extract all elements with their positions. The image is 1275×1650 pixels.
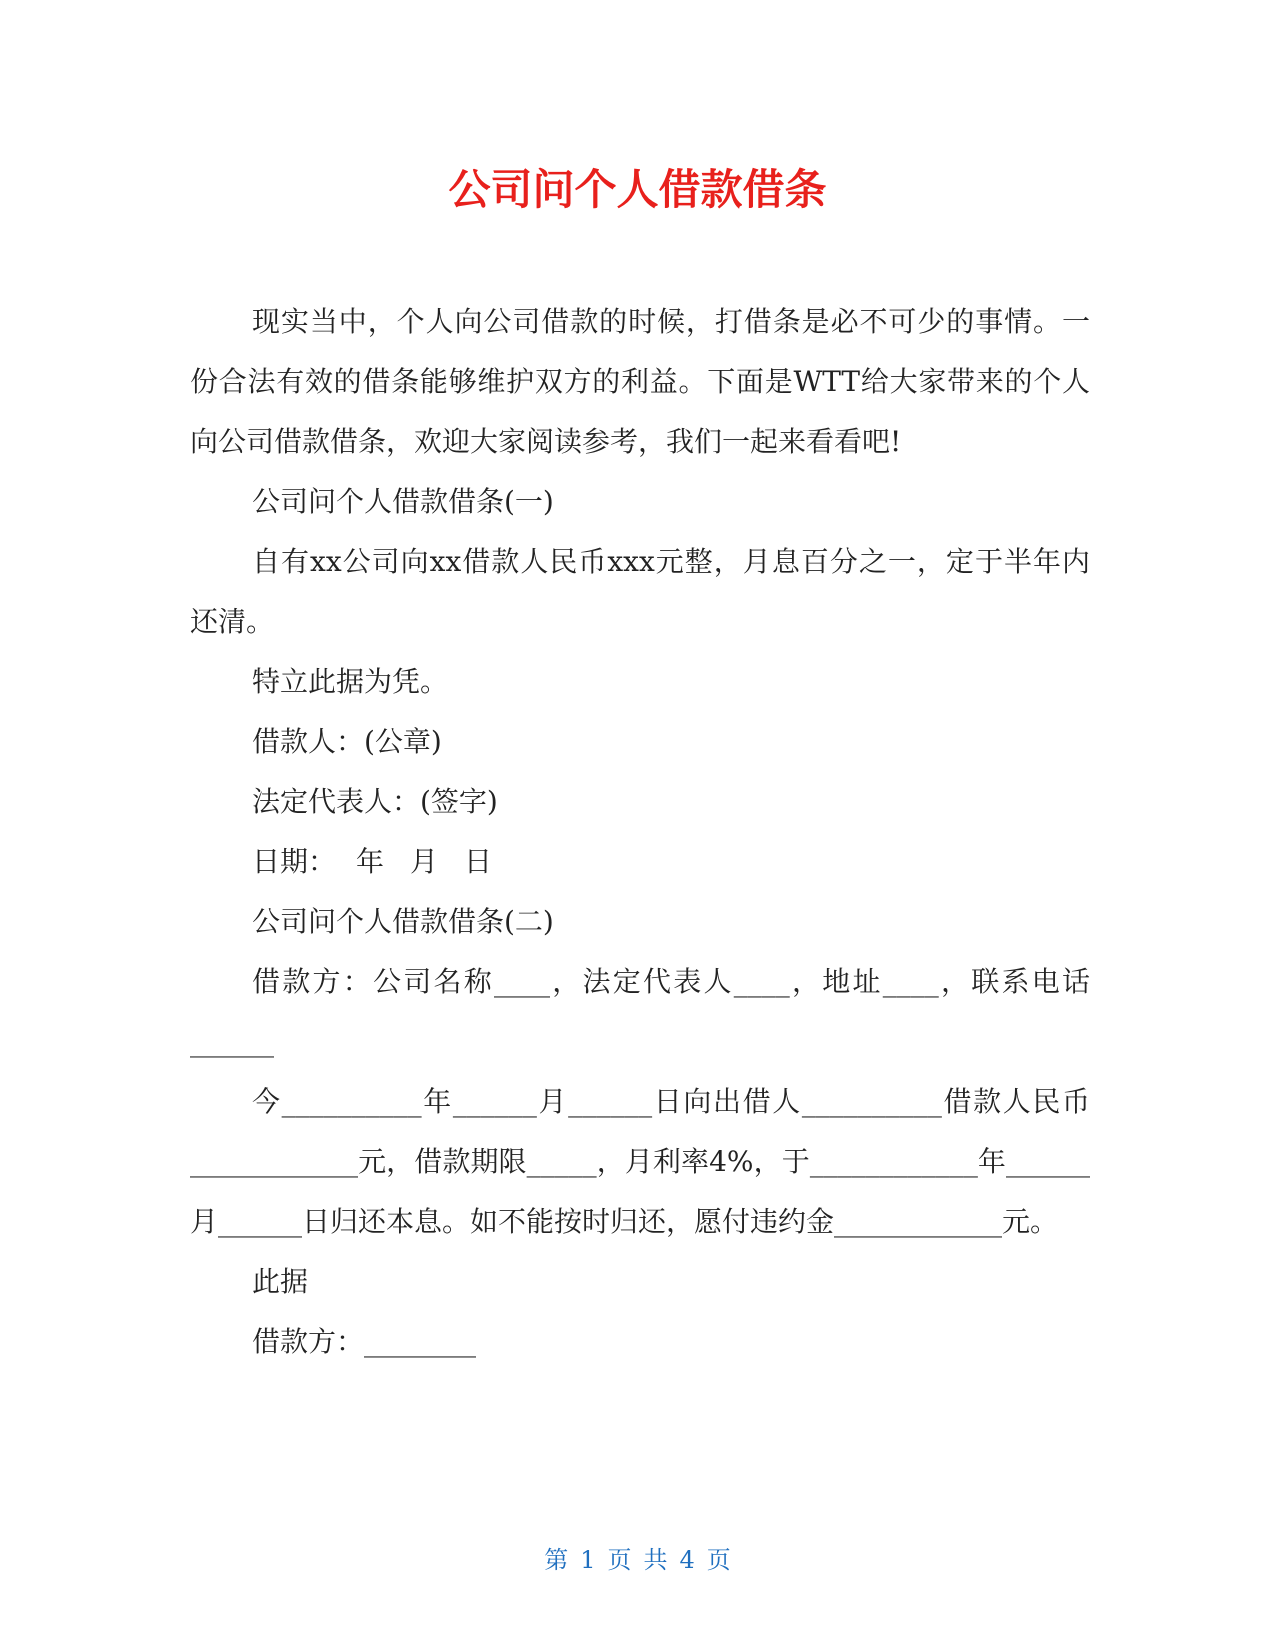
footer-total-label: 共 — [643, 1546, 668, 1574]
footer-total-number: 4 — [679, 1546, 695, 1574]
section1-statement: 特立此据为凭。 — [252, 665, 449, 698]
section1-borrower: 借款人：(公章) — [252, 725, 442, 758]
footer-total-unit: 页 — [706, 1546, 731, 1574]
document-body — [190, 292, 1090, 1372]
section1-date-line — [190, 832, 1090, 892]
section2-closing: 此据 — [252, 1265, 309, 1298]
footer-page-unit: 页 — [607, 1546, 632, 1574]
section2-borrower-sign: 借款方：________ — [252, 1325, 477, 1358]
section1-heading: 公司问个人借款借条(一) — [252, 485, 554, 518]
date-label: 日期： — [252, 845, 337, 878]
footer-page-number: 1 — [580, 1546, 596, 1574]
section1-legal-rep: 法定代表人：(签字) — [252, 785, 498, 818]
intro-paragraph: 现实当中，个人向公司借款的时候，打借条是必不可少的事情。一份合法有效的借条能够维护双方的利益。下面是WTT给大家带来的个人向公司借款借条，欢迎大家阅读参考，我们一起来看看吧! — [190, 305, 1090, 458]
section1-body: 自有xx公司向xx借款人民币xxx元整，月息百分之一，定于半年内还清。 — [190, 545, 1090, 638]
section2-heading: 公司问个人借款借条(二) — [252, 905, 554, 938]
date-day: 日 — [464, 845, 493, 878]
document-title: 公司问个人借款借条 — [448, 165, 827, 214]
date-month: 月 — [410, 845, 439, 878]
page-footer — [0, 1540, 1275, 1580]
section2-party: 借款方：公司名称____，法定代表人____，地址____，联系电话______ — [190, 965, 1090, 1058]
section2-body: 今__________年______月______日向出借人__________借款人民币____________元，借款期限_____，月利率4%，于____________年______月______日归还本息。如不能按时归还，愿付违约金____________元。 — [190, 1085, 1090, 1238]
date-year: 年 — [356, 845, 385, 878]
footer-page-label: 第 — [544, 1546, 569, 1574]
